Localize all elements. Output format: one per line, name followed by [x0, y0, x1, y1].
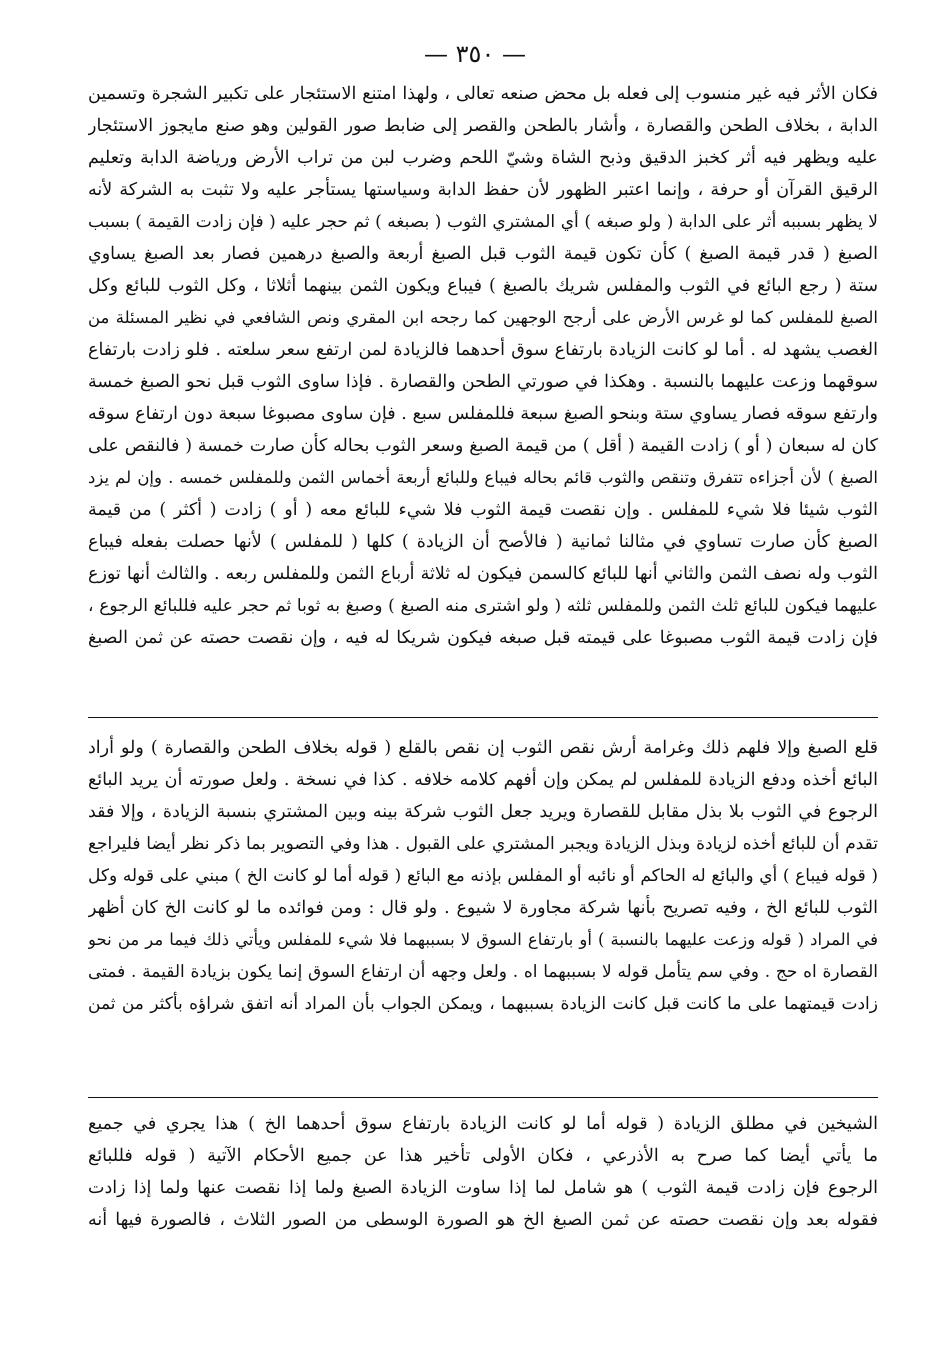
- text-line: الرجوع فإن زادت قيمة الثوب ) هو شامل لما إذا ساوت الزيادة الصبغ ولما إذا نقصت عنها ولما إذا زادت: [88, 1178, 878, 1198]
- text-line: قلع الصبغ وإلا فلهم ذلك وغرامة أرش نقص الثوب إن نقص بالقلع ( قوله بخلاف الطحن والقصارة ) ولو أراد: [88, 738, 878, 758]
- commentary-first: [88, 732, 878, 1020]
- page-number: — ٣٥٠ —: [424, 40, 526, 68]
- main-text: [88, 78, 878, 654]
- text-line: الصبغ كأن صارت تساوي في مثالنا ثمانية ( فالأصح أن الزيادة ) كلها ( للمفلس ) لأنها حصلت بفعله فيباع: [88, 532, 878, 552]
- text-line: الثوب وله نصف الثمن والثاني أنها للبائع كالسمن فيكون له ثلاثة أرباع الثمن وللمفلس ربعه . والثالث أنها توزع: [88, 564, 878, 584]
- text-line: الدابة ، بخلاف الطحن والقصارة ، وأشار بالطحن والقصر إلى ضابط صور القولين وهو صنع مايجوز الاستئجار: [88, 116, 878, 136]
- text-line: الثوب للبائع الخ ، وفيه تصريح بأنها شركة مجاورة لا شيوع . ولو قال : ومن فوائده ما لو كانت الخ كان أظهر: [88, 898, 878, 918]
- text-line: القصارة اه حج . وفي سم يتأمل قوله لا بسببهما اه . ولعل وجهه أن ارتفاع السوق إنما يكون بزيادة القيمة . فمتى: [88, 962, 878, 982]
- text-line: زادت قيمتهما على ما كانت قبل كانت الزيادة بسببهما ، ويمكن الجواب بأن المراد أنه اتفق شراؤه بأكثر من ثمن: [88, 994, 878, 1014]
- text-line: فقوله بعد وإن نقصت حصته عن ثمن الصبغ الخ هو الصورة الوسطى من الصور الثلاث ، فالصورة فيها أنه: [88, 1210, 878, 1230]
- text-line: ( قوله فيباع ) أي والبائع له الحاكم أو نائبه أو المفلس بإذنه مع البائع ( قوله أما لو كانت الخ ) مبني على قوله وكل: [88, 866, 878, 886]
- section-divider: [88, 717, 878, 718]
- text-line: فإن زادت قيمة الثوب مصبوغا على قيمته قبل صبغه فيكون شريكا له فيه ، وإن نقصت حصته عن ثمن الصبغ: [88, 628, 878, 648]
- text-line: ستة ( رجع البائع في الثوب والمفلس شريك بالصبغ ) فيباع ويكون الثمن بينهما أثلاثا ، وكل الثوب للبائع وكل: [88, 276, 878, 296]
- text-line: سوقهما وزعت عليهما بالنسبة . وهكذا في صورتي الطحن والقصارة . فإذا ساوى الثوب قبل نحو الصبغ خمسة: [88, 372, 878, 392]
- text-line: الرجوع في الثوب بلا بذل مقابل للقصارة ويريد جعل الثوب شركة بينه وبين المشتري بنسبة الزيادة ، وإلا فقد: [88, 802, 878, 822]
- text-line: عليه ويظهر فيه أثر كخبز الدقيق وذبح الشاة وشيّ اللحم وضرب لبن من تراب الأرض ورياضة الدابة وتعليم: [88, 148, 878, 168]
- text-line: الرقيق القرآن أو حرفة ، وإنما اعتبر الظهور لأن حفظ الدابة وسياستها يستأجر عليه ولا تثبت به الشركة لأنه: [88, 180, 878, 200]
- text-line: الصبغ للمفلس كما لو غرس الأرض على أرجح الوجهين كما رجحه ابن المقري ونص الشافعي في نظير المسئلة من: [88, 308, 878, 327]
- text-line: عليهما فيكون للبائع ثلث الثمن وللمفلس ثلثه ( ولو اشترى منه الصبغ ) وصبغ به ثوبا ثم حجر عليه فللبائع الرجوع ،: [88, 596, 878, 616]
- text-line: الصبغ ) لأن أجزاءه تتفرق وتنقص والثوب قائم بحاله فيباع وللبائع أربعة أخماس الثمن وللمفلس خمسه . وإن لم يزد: [88, 468, 878, 487]
- text-line: الصبغ ( قدر قيمة الصبغ ) كأن تكون قيمة الثوب قبل الصبغ أربعة والصبغ درهمين فصار بعد الصبغ يساوي: [88, 244, 878, 264]
- section-divider: [88, 1097, 878, 1098]
- commentary-second: [88, 1108, 878, 1236]
- text-line: الشيخين في مطلق الزيادة ( قوله أما لو كانت الزيادة بارتفاع سوق أحدهما الخ ) هذا يجري في جميع: [88, 1114, 878, 1134]
- text-line: البائع أخذه ودفع الزيادة للمفلس لم يمكن وإن أفهم كلامه خلافه . كذا في نسخة . ولعل صورته أن يريد البائع: [88, 770, 878, 790]
- text-line: في المراد ( قوله وزعت عليهما بالنسبة ) أو بارتفاع السوق لا بسببهما فلا شيء للمفلس ويأتي ذلك فيما مر من نحو: [88, 930, 878, 949]
- text-line: ما يأتي أيضا كما صرح به الأذرعي ، فكان الأولى تأخير هذا عن جميع الأحكام الآتية ( قوله فللبائع: [88, 1146, 878, 1166]
- text-line: الغصب يشهد له . أما لو كانت الزيادة بارتفاع سوق أحدهما فالزيادة لمن ارتفع سعر سلعته . فلو زادت بارتفاع: [88, 340, 878, 360]
- text-line: لا يظهر بسببه أثر على الدابة ( ولو صبغه ) أي المشتري الثوب ( بصبغه ) ثم حجر عليه ( فإن زادت القيمة ) بسبب: [88, 212, 878, 232]
- text-line: وارتفع سوقه فصار يساوي ستة وبنحو الصبغ سبعة فللمفلس سبع . فإن ساوى مصبوغا سبعة دون ارتفاع سوقه: [88, 404, 878, 424]
- text-line: تقدم أن للبائع أخذه لزيادة وبذل الزيادة ويجبر المشتري على القبول . هذا وفي التصوير بما ذكر نظر أيضا فليراجع: [88, 834, 878, 854]
- text-line: فكان الأثر فيه غير منسوب إلى فعله بل محض صنعه تعالى ، ولهذا امتنع الاستئجار على تكبير الشجرة وتسمين: [88, 84, 878, 104]
- text-line: كان له سبعان ( أو ) زادت القيمة ( أقل ) من قيمة الصبغ وسعر الثوب بحاله كأن صارت خمسة ( فالنقص على: [88, 436, 878, 456]
- text-line: الثوب شيئا فلا شيء للمفلس . وإن نقصت قيمة الثوب فلا شيء للبائع معه ( أو ) زادت ( أكثر ) من قيمة: [88, 500, 878, 520]
